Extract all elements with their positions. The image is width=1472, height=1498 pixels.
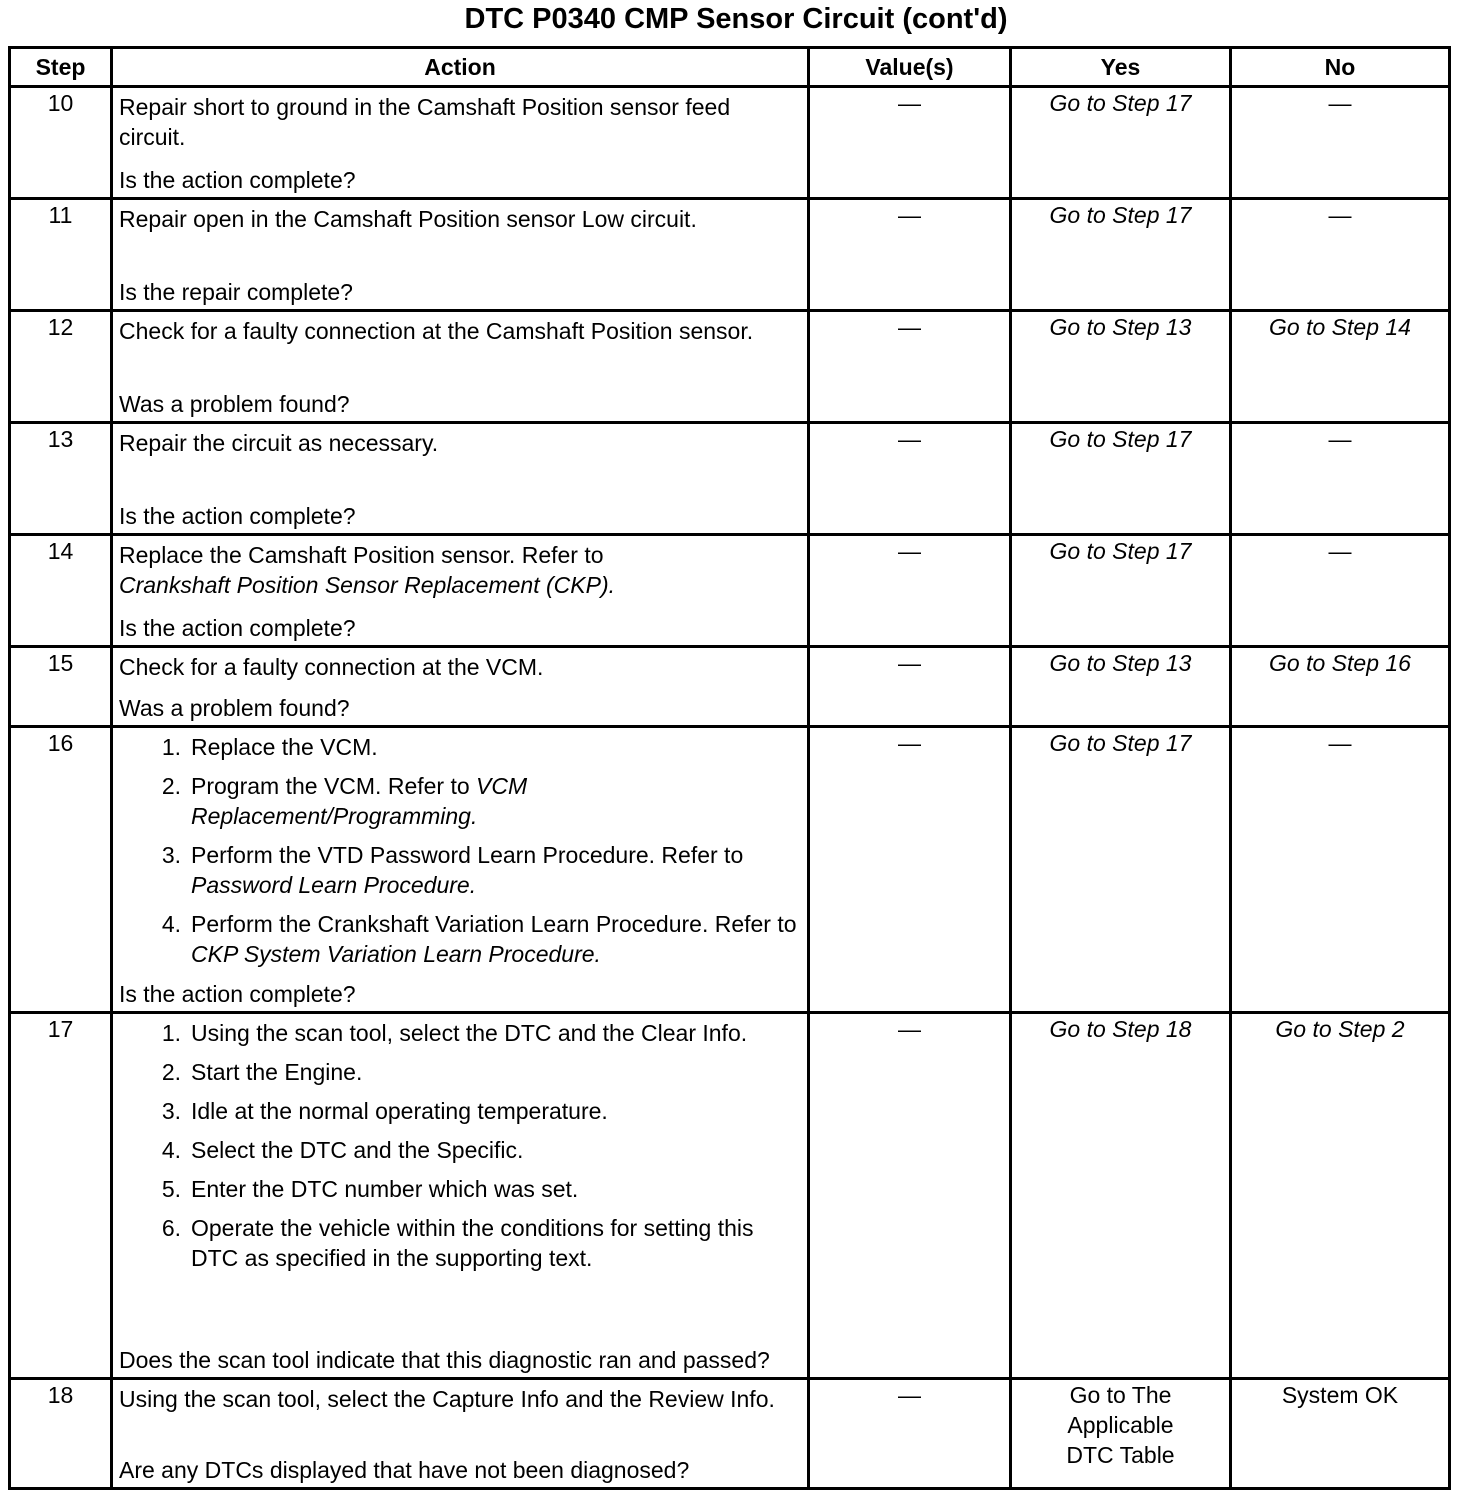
yes-cell: Go to Step 17 [1011, 423, 1231, 535]
value-cell: — [809, 1013, 1011, 1379]
list-text: Start the Engine. [191, 1059, 363, 1085]
action-question: Is the action complete? [119, 615, 356, 641]
header-row [10, 48, 1450, 87]
list-item [153, 1213, 801, 1273]
header-yes: Yes [1011, 48, 1231, 87]
action-reference: Crankshaft Position Sensor Replacement (CKP). [119, 572, 615, 598]
table-row [10, 1013, 1450, 1379]
action-cell [112, 1013, 809, 1379]
table-row [10, 87, 1450, 199]
list-item [153, 1057, 801, 1087]
list-number: 1. [161, 1020, 181, 1046]
table-row [10, 727, 1450, 1013]
list-item [153, 1096, 801, 1126]
list-item [153, 771, 801, 831]
step-number: 13 [10, 423, 112, 535]
yes-cell: Go to Step 13 [1011, 311, 1231, 423]
action-cell [112, 423, 809, 535]
list-number: 5. [161, 1176, 181, 1202]
value-cell: — [809, 423, 1011, 535]
no-cell: — [1231, 727, 1450, 1013]
yes-cell: Go to Step 18 [1011, 1013, 1231, 1379]
action-question: Was a problem found? [119, 391, 350, 417]
value-cell: — [809, 311, 1011, 423]
procedure-list [119, 732, 801, 969]
list-item [153, 1018, 801, 1048]
header-no: No [1231, 48, 1450, 87]
list-text: Using the scan tool, select the DTC and the Clear Info. [191, 1020, 748, 1046]
action-cell [112, 535, 809, 647]
step-number: 10 [10, 87, 112, 199]
action-cell [112, 87, 809, 199]
list-text: Perform the VTD Password Learn Procedure. Refer to [191, 842, 744, 868]
action-question: Is the repair complete? [119, 279, 353, 305]
action-cell [112, 311, 809, 423]
list-item [153, 840, 801, 900]
no-cell: — [1231, 535, 1450, 647]
action-text [119, 540, 801, 600]
list-text: Replace the VCM. [191, 734, 378, 760]
list-text: Operate the vehicle within the conditions for setting this DTC as specified in the supporting text. [191, 1215, 754, 1271]
step-number: 16 [10, 727, 112, 1013]
value-cell: — [809, 87, 1011, 199]
list-text: Idle at the normal operating temperature. [191, 1098, 608, 1124]
list-text: Program the VCM. Refer to [191, 773, 477, 799]
header-step: Step [10, 48, 112, 87]
list-number: 3. [161, 842, 181, 868]
list-number: 3. [161, 1098, 181, 1124]
yes-cell: Go to The Applicable DTC Table [1011, 1379, 1231, 1489]
list-text: Enter the DTC number which was set. [191, 1176, 579, 1202]
list-number: 2. [161, 1059, 181, 1085]
value-cell: — [809, 1379, 1011, 1489]
yes-cell: Go to Step 17 [1011, 727, 1231, 1013]
no-cell: Go to Step 2 [1231, 1013, 1450, 1379]
yes-cell: Go to Step 17 [1011, 87, 1231, 199]
step-number: 14 [10, 535, 112, 647]
list-number: 4. [161, 1137, 181, 1163]
list-item [153, 1135, 801, 1165]
procedure-list [119, 1018, 801, 1273]
action-question: Is the action complete? [119, 981, 356, 1007]
no-cell: Go to Step 16 [1231, 647, 1450, 727]
no-cell: — [1231, 199, 1450, 311]
no-cell: — [1231, 87, 1450, 199]
value-cell: — [809, 647, 1011, 727]
list-text: Select the DTC and the Specific. [191, 1137, 524, 1163]
header-action: Action [112, 48, 809, 87]
list-reference: Password Learn Procedure. [191, 872, 477, 898]
list-text: Perform the Crankshaft Variation Learn Procedure. Refer to [191, 911, 797, 937]
value-cell: — [809, 727, 1011, 1013]
list-item [153, 909, 801, 969]
action-cell [112, 1379, 809, 1489]
table-row [10, 311, 1450, 423]
list-number: 1. [161, 734, 181, 760]
action-question: Is the action complete? [119, 503, 356, 529]
list-item [153, 732, 801, 762]
table-row [10, 199, 1450, 311]
table-row [10, 423, 1450, 535]
action-question: Does the scan tool indicate that this diagnostic ran and passed? [119, 1347, 770, 1373]
action-cell [112, 647, 809, 727]
yes-cell: Go to Step 17 [1011, 535, 1231, 647]
action-question: Are any DTCs displayed that have not been diagnosed? [119, 1457, 690, 1483]
no-cell: — [1231, 423, 1450, 535]
value-cell: — [809, 535, 1011, 647]
table-row [10, 535, 1450, 647]
step-number: 11 [10, 199, 112, 311]
action-question: Was a problem found? [119, 695, 350, 721]
action-text-main: Replace the Camshaft Position sensor. Refer to [119, 542, 604, 568]
action-text: Repair short to ground in the Camshaft Position sensor feed circuit. [119, 94, 731, 150]
step-number: 12 [10, 311, 112, 423]
table-row [10, 647, 1450, 727]
yes-cell: Go to Step 13 [1011, 647, 1231, 727]
step-number: 15 [10, 647, 112, 727]
action-text: Using the scan tool, select the Capture Info and the Review Info. [119, 1386, 775, 1412]
action-text: Repair the circuit as necessary. [119, 430, 439, 456]
table-row [10, 1379, 1450, 1489]
action-text: Check for a faulty connection at the Camshaft Position sensor. [119, 318, 754, 344]
no-cell: Go to Step 14 [1231, 311, 1450, 423]
value-cell: — [809, 199, 1011, 311]
list-number: 2. [161, 773, 181, 799]
list-reference: CKP System Variation Learn Procedure. [191, 941, 601, 967]
yes-cell: Go to Step 17 [1011, 199, 1231, 311]
action-cell [112, 199, 809, 311]
action-question: Is the action complete? [119, 167, 356, 193]
step-number: 18 [10, 1379, 112, 1489]
action-text: Check for a faulty connection at the VCM. [119, 654, 544, 680]
action-text: Repair open in the Camshaft Position sensor Low circuit. [119, 206, 697, 232]
list-item [153, 1174, 801, 1204]
dtc-table [8, 46, 1451, 1490]
page-title: DTC P0340 CMP Sensor Circuit (cont'd) [464, 3, 1008, 35]
list-number: 4. [161, 911, 181, 937]
no-cell: System OK [1231, 1379, 1450, 1489]
list-number: 6. [161, 1215, 181, 1241]
header-values: Value(s) [809, 48, 1011, 87]
action-cell [112, 727, 809, 1013]
step-number: 17 [10, 1013, 112, 1379]
list-reference: VCM Replacement/Programming. [191, 773, 528, 829]
